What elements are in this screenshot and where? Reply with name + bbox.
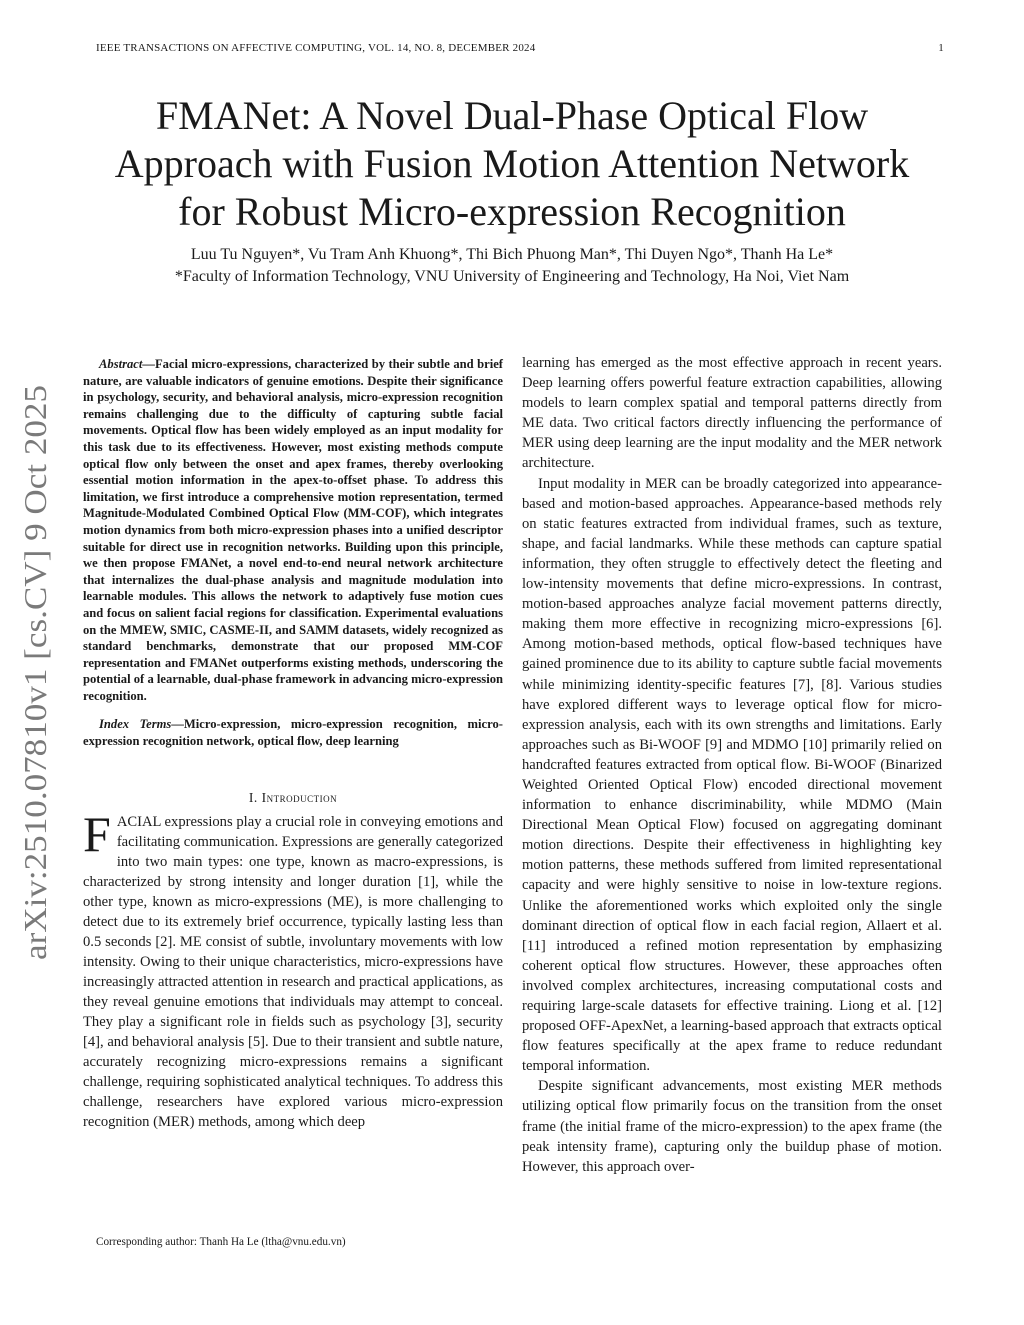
- page-number: 1: [938, 42, 944, 54]
- arxiv-stamp: [2, 380, 62, 960]
- body-paragraph: learning has emerged as the most effective approach in recent years. Deep learning offers powerful feature extraction capabilities, allowing models to learn complex spatial and temporal patterns directly from ME data. Two critical factors directly influencing the performance of MER using deep learning are the input modality and the MER network architecture.: [522, 355, 942, 472]
- arxiv-stamp-text: arXiv:2510.07810v1 [cs.CV] 9 Oct 2025: [17, 435, 53, 960]
- author-list: Luu Tu Nguyen*, Vu Tram Anh Khuong*, Thi Bich Phuong Man*, Thi Duyen Ngo*, Thanh Ha Le*: [190, 246, 834, 263]
- abstract-text: Facial micro-expressions, characterized by their subtle and brief nature, are valuable indicators of genuine emotions. Despite their significance in psychology, security, and behavioral analysis, micro-expression recognition remains challenging due to the difficulty of capturing subtle facial movements. Optical flow has been widely employed as an input modality for this task due to its effectiveness. However, most existing methods compute optical flow only between the onset and apex frames, thereby overlooking essential motion information in the apex-to-offset phase. To address this limitation, we first introduce a comprehensive motion representation, termed Magnitude-Modulated Combined Optical Flow (MM-COF), which integrates motion dynamics from both micro-expression phases into a unified descriptor suitable for direct use in recognition networks. Building upon this principle, we then propose FMANet, a novel end-to-end neural network architecture that internalizes the dual-phase analysis and magnitude modulation into learnable modules. This allows the network to adaptively fuse motion cues and focus on salient facial regions for classification. Experimental evaluations on the MMEW, SMIC, CASME-II, and SAMM datasets, widely recognized as standard benchmarks, demonstrate that our proposed MM-COF representation and FMANet outperforms existing methods, underscoring the potential of a learnable, dual-phase framework in advancing micro-expression recognition.: [83, 357, 503, 703]
- footnote: Corresponding author: Thanh Ha Le (ltha@vnu.edu.vn): [96, 1236, 346, 1248]
- section-heading: I. Introduction: [248, 789, 338, 805]
- title-line: Approach with Fusion Motion Attention Network: [114, 141, 910, 186]
- author-block: [40, 244, 984, 288]
- body-paragraph: Input modality in MER can be broadly categorized into appearance-based and motion-based approaches. Appearance-based methods rely on static features extracted from individual frames, such as texture, shape, and facial landmarks. While these methods can capture spatial information, they often struggle to effectively detect the fleeting and low-intensity movements that define micro-expressions. In contrast, motion-based approaches analyze facial movement patterns directly, making them more effective in recognizing micro-expressions [6]. Among motion-based methods, optical flow-based techniques have gained prominence due to its ability to capture subtle facial movements while minimizing identity-specific features [7], [8]. Various studies have explored different ways to leverage optical flow for micro-expression analysis, each with its own strengths and limitations. Early approaches such as Bi-WOOF [9] and MDMO [10] primarily relied on handcrafted features extracted from optical flow. Bi-WOOF (Binarized Weighted Oriented Optical Flow) encoded directional movement information to enhance discriminability, while MDMO (Main Directional Mean Optical Flow) focused on aggregating dominant motion directions. Despite their effectiveness in highlighting key motion patterns, these methods suffered from limited representational capacity and were highly sensitive to noise in low-texture regions. Unlike the aforementioned works which exploited only the single dominant direction of optical flow in each facial region, Allaert et al. [11] introduced a refined motion representation by emphasizing coherent optical flow structures. However, these approaches often involved complex architectures, increasing computational costs and requiring large-scale datasets for effective training. Liong et al. [12] proposed OFF-ApexNet, a learning-based approach that extracts optical flow features specifically at the apex frame to reduce redundant temporal information.: [522, 475, 942, 1075]
- index-terms-label: Index Terms—: [99, 717, 184, 732]
- left-column: [83, 356, 503, 1132]
- right-column: [522, 353, 942, 1177]
- journal-name: IEEE TRANSACTIONS ON AFFECTIVE COMPUTING, VOL. 14, NO. 8, DECEMBER 2024: [96, 42, 536, 54]
- abstract: [83, 356, 503, 704]
- title-line: FMANet: A Novel Dual-Phase Optical Flow: [155, 93, 869, 138]
- index-terms-text: Micro-expression, micro-expression recognition, micro-expression recognition network, optical flow, deep learning: [83, 717, 503, 749]
- affiliation: *Faculty of Information Technology, VNU University of Engineering and Technology, Ha Noi, Viet Nam: [174, 268, 850, 285]
- body-paragraph: Despite significant advancements, most existing MER methods utilizing optical flow primarily focus on the transition from the onset frame (the initial frame of the micro-expression) to the apex frame (the peak intensity frame), capturing only the buildup phase of motion. However, this approach over-: [522, 1078, 942, 1175]
- running-header: [96, 42, 944, 54]
- drop-cap: F: [83, 805, 111, 862]
- paper-title: [60, 92, 964, 236]
- index-terms: [83, 716, 503, 749]
- title-line: for Robust Micro-expression Recognition: [178, 189, 846, 234]
- intro-text: ACIAL expressions play a crucial role in conveying emotions and facilitating communication. Expressions are generally categorized into two main types: one type, known as macro-expressions, is characterized by strong intensity and longer duration [1], while the other type, known as micro-expressions (ME), is more challenging to detect due to its extremely brief occurrence, typically lasting less than 0.5 seconds [2]. ME consist of subtle, involuntary movements with low intensity. Owing to their unique characteristics, micro-expressions have increasingly attracted attention in research and practical applications, as they reveal genuine emotions that individuals may attempt to conceal. They play a significant role in fields such as psychology [3], security [4], and behavioral analysis [5]. Due to their transient and subtle nature, accurately recognizing micro-expressions remains a significant challenge, requiring sophisticated analytical techniques. To address this challenge, researchers have explored various micro-expression recognition (MER) methods, among which deep: [83, 813, 503, 1130]
- abstract-label: Abstract—: [99, 357, 155, 371]
- intro-paragraph: [83, 805, 503, 1132]
